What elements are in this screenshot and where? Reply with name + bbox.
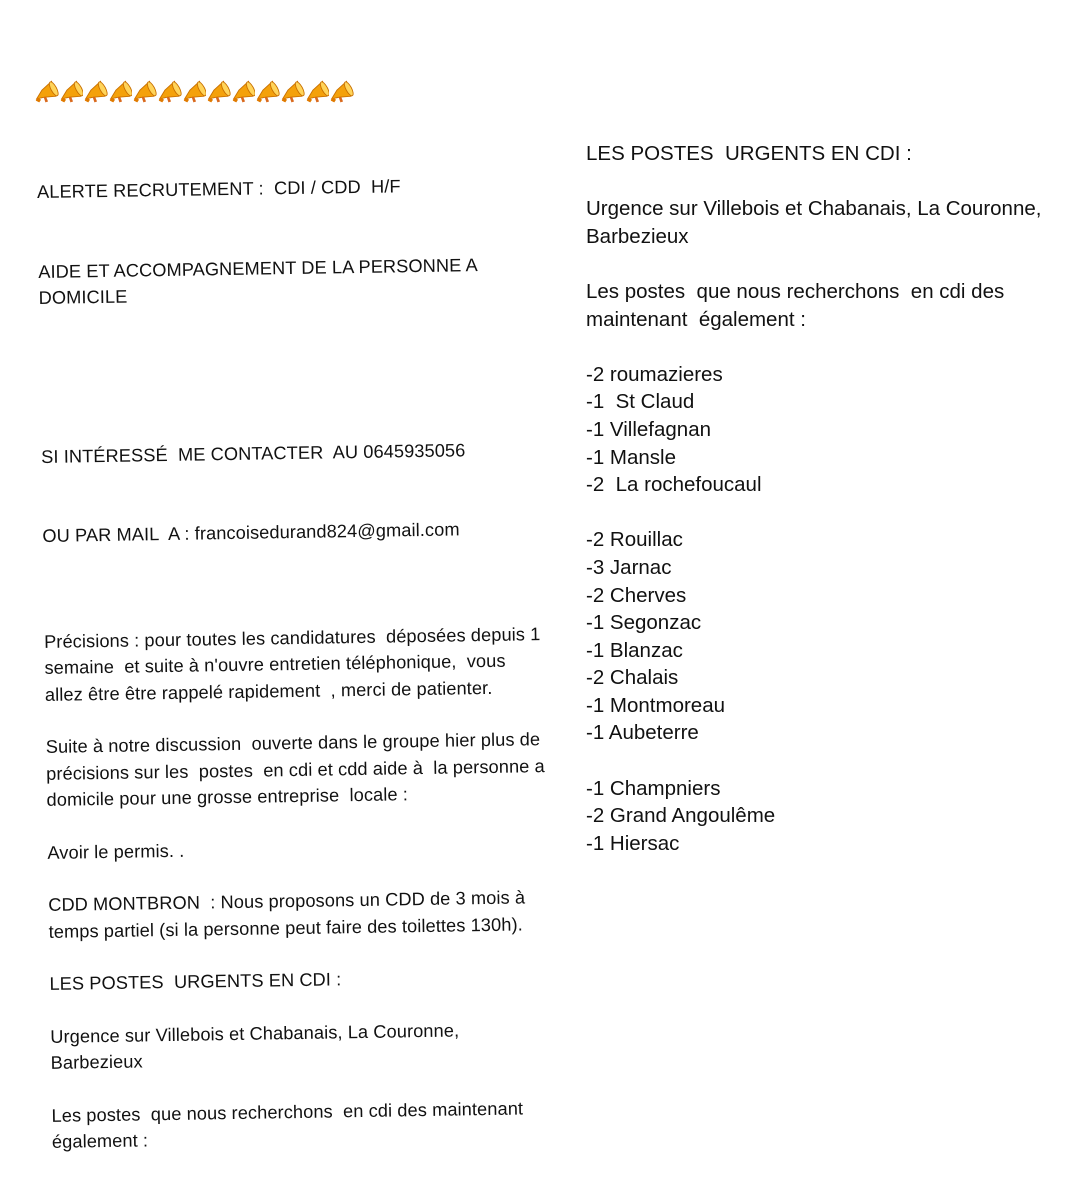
post-item: -1 Aubeterre	[586, 721, 699, 745]
urgence-text: Urgence sur Villebois et Chabanais, La Couronne, Barbezieux	[50, 1019, 465, 1073]
post-item: -1 St Claud	[586, 390, 695, 414]
post-item: -2 roumazieres	[586, 362, 723, 386]
megaphone-icon	[132, 77, 157, 105]
post-item: -1 Hiersac	[586, 831, 680, 855]
megaphone-icon	[83, 77, 108, 105]
megaphone-icon	[305, 77, 330, 105]
megaphone-icon	[206, 77, 231, 105]
post-item: -1 Montmoreau	[586, 693, 726, 717]
post-item: -1 Segonzac	[586, 611, 702, 635]
alert-title: ALERTE RECRUTEMENT : CDI / CDD H/F	[36, 176, 401, 202]
urgent-posts-heading: LES POSTES URGENTS EN CDI :	[49, 969, 342, 994]
megaphone-icon	[157, 77, 182, 105]
post-item: -3 Jarnac	[586, 555, 672, 579]
post-item: -2 Rouillac	[586, 528, 683, 552]
recherchons-text: Les postes que nous recherchons en cdi des maintenant également :	[51, 1097, 534, 1152]
post-item: -2 Chalais	[586, 666, 679, 690]
alert-subtitle: AIDE ET ACCOMPAGNEMENT DE LA PERSONNE A DOMICILE	[38, 254, 483, 308]
right-column	[586, 140, 1066, 885]
permis-text: Avoir le permis. .	[47, 840, 185, 863]
post-item: -2 La rochefoucaul	[586, 473, 762, 497]
post-item: -1 Mansle	[586, 445, 677, 469]
megaphone-icon	[182, 77, 207, 105]
post-item: -2 Grand Angoulême	[586, 804, 776, 828]
urgent-posts-heading: LES POSTES URGENTS EN CDI :	[586, 142, 912, 165]
posts-list-group-3	[586, 775, 1066, 858]
megaphone-icon	[329, 77, 354, 105]
contact-block	[40, 383, 543, 603]
megaphone-icon	[59, 77, 84, 105]
megaphone-icon	[34, 77, 59, 105]
cdd-montbron-text: CDD MONTBRON : Nous proposons un CDD de 3 mois à temps partiel (si la personne peut faire des toilettes 130h).	[48, 887, 531, 942]
post-item: -2 Cherves	[586, 583, 687, 607]
precisions-text: Précisions : pour toutes les candidatures déposées depuis 1 semaine et suite à n'ouvre entretien téléphonique, vous allez être être rappelé rapidement , merci de patienter.	[43, 623, 546, 705]
megaphone-emoji-row	[34, 76, 354, 106]
posts-list-group-2	[586, 526, 1066, 747]
megaphone-icon	[231, 77, 256, 105]
recherchons-text: Les postes que nous recherchons en cdi des maintenant également :	[586, 279, 1010, 331]
post-item: -1 Blanzac	[586, 638, 683, 662]
megaphone-icon	[280, 77, 305, 105]
discussion-text: Suite à notre discussion ouverte dans le groupe hier plus de précisions sur les postes en cdi et cdd aide à la personne a domicile pour une grosse entreprise locale :	[45, 729, 551, 810]
left-column	[36, 118, 553, 1181]
contact-email: OU PAR MAIL A : francoisedurand824@gmail.com	[42, 519, 460, 546]
urgence-text: Urgence sur Villebois et Chabanais, La Couronne, Barbezieux	[586, 197, 1048, 248]
contact-phone: SI INTÉRESSÉ ME CONTACTER AU 0645935056	[41, 439, 466, 467]
post-item: -1 Champniers	[586, 776, 721, 800]
posts-list-group-1	[586, 361, 1066, 499]
alert-block	[36, 118, 540, 364]
post-item: -1 Villefagnan	[586, 417, 711, 441]
megaphone-icon	[255, 77, 280, 105]
megaphone-icon	[108, 77, 133, 105]
